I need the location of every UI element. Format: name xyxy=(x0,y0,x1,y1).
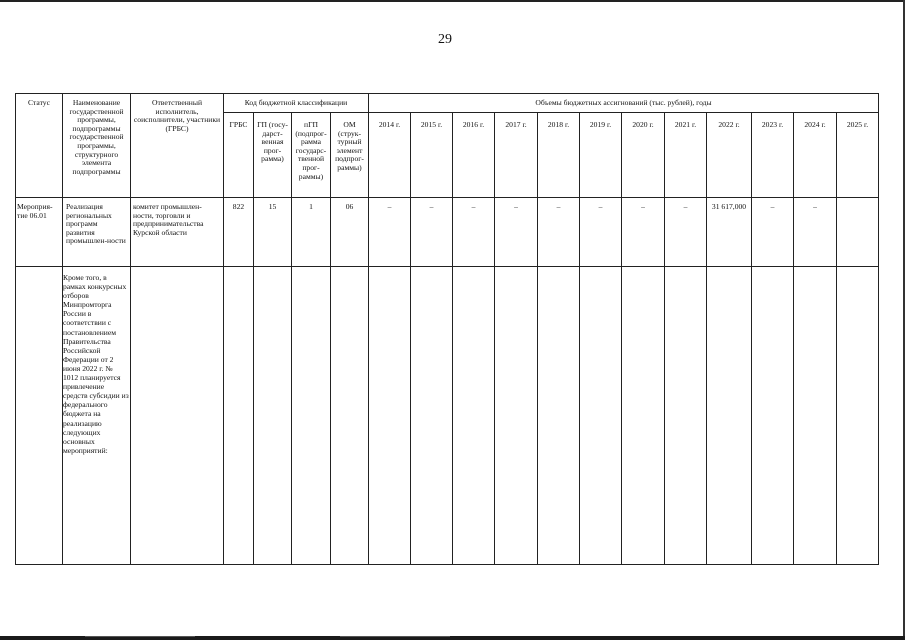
header-year: 2020 г. xyxy=(632,121,654,129)
row1-value: – xyxy=(514,203,518,211)
row1-value: – xyxy=(429,203,434,211)
row1-value: – xyxy=(641,203,645,211)
header-status: Статус xyxy=(28,99,50,107)
row1-om: 06 xyxy=(345,203,354,211)
header-grbs: ГРБС xyxy=(229,121,248,129)
header-year: 2024 г. xyxy=(804,121,826,129)
header-name: Наименование государственной программы, подпрограммы государственной программы, структурного элемента подпрограммы xyxy=(69,99,124,176)
header-year: 2025 г. xyxy=(846,121,869,129)
header-year: 2022 г. xyxy=(718,121,740,129)
header-volumes: Объемы бюджетных ассигнований (тыс. рублей), годы xyxy=(535,99,712,107)
row1-value: – xyxy=(683,203,688,211)
header-year: 2017 г. xyxy=(505,121,527,129)
header-year: 2015 г. xyxy=(420,121,443,129)
row1-status: Мероприя-тие 06.01 xyxy=(17,203,53,220)
row1-value: – xyxy=(387,203,392,211)
row1-pgp: 1 xyxy=(309,203,313,211)
header-budget-code: Код бюджетной классификации xyxy=(244,99,348,107)
row1-value: – xyxy=(471,203,476,211)
row1-responsible: комитет промышлен-ности, торговли и предпринимательства Курской области xyxy=(133,203,204,237)
note-text: Кроме того, в рамках конкурсных отборов Минпромторга России в соответствии с постановлением Правительства Российской Федерации от 2 июня 2022 г. № 1012 планируется привлечение средств субсидии из федерального бюджета на реализацию следующих основных мероприятий: xyxy=(63,273,129,455)
header-year: 2018 г. xyxy=(547,121,570,129)
header-year: 2021 г. xyxy=(674,121,697,129)
header-year: 2014 г. xyxy=(378,121,401,129)
row1-value: – xyxy=(813,203,817,211)
header-year: 2016 г. xyxy=(462,121,485,129)
row1-value: 31 617,000 xyxy=(711,203,747,211)
row1-value: – xyxy=(556,203,561,211)
row1-name: Реализация региональных программ развития промышлен-ности xyxy=(66,203,126,246)
header-year: 2019 г. xyxy=(589,121,612,129)
row1-gp: 15 xyxy=(268,203,277,211)
header-gp: ГП (госу-дарст-венная прог-рамма) xyxy=(257,121,288,164)
header-year: 2023 г. xyxy=(761,121,784,129)
header-pgp: пГП (подпрог-рамма государс-твенной прог-раммы) xyxy=(295,121,327,181)
page-number: 29 xyxy=(438,32,452,47)
header-responsible: Ответственный исполнитель, соисполнители, участники (ГРБС) xyxy=(133,99,221,133)
row1-value: – xyxy=(770,203,775,211)
row1-value: – xyxy=(598,203,603,211)
row1-grbs: 822 xyxy=(232,203,245,211)
header-om: ОМ (струк-турный элемент подпрог-раммы) xyxy=(335,121,364,172)
